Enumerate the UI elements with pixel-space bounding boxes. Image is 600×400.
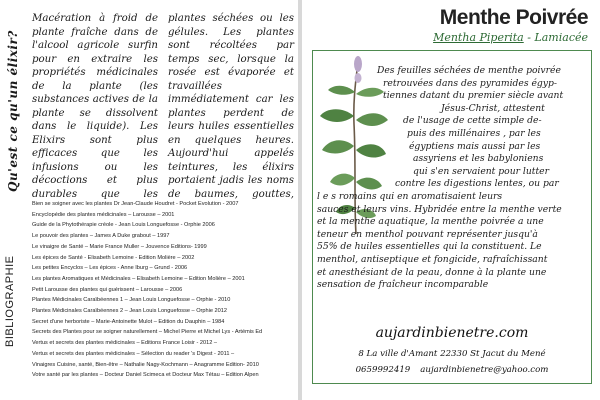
bibliography-item: Les épices de Santé - Elisabeth Lemoine - Edition Molière – 2002 (32, 254, 195, 261)
postal-address: 8 La ville d'Amant 22330 St Jacut du Mené (358, 349, 546, 359)
description-line: teneur en menthol pouvant représenter jusqu'à (317, 228, 538, 240)
description-line: égyptiens mais aussi par les (409, 140, 541, 152)
bibliography-item: Votre santé par les plantes – Docteur Daniel Scimeca et Docteur Max Tétau – Edition Alpen (32, 372, 259, 379)
bibliography-item: Petit Larousse des plantes qui guérissent – Larousse – 2006 (32, 286, 183, 293)
description-line: et la menthe aquatique, la menthe poivrée a une (317, 216, 544, 228)
website-url[interactable]: aujardinbienetre.com (375, 325, 529, 341)
email-address[interactable]: aujardinbienetre@yahoo.com (420, 365, 549, 375)
bibliography-label: BIBLIOGRAPHIE (4, 255, 16, 347)
description-line: contre les digestions lentes, ou par (395, 178, 559, 190)
bibliography-item: Guide de la Phytothérapie créole - Jean Louis Longuefosse - Orphie 2006 (32, 222, 215, 229)
description-line: 55% de huiles essentielles qui la constituent. Le (317, 241, 542, 253)
description-line: sauces et leurs vins. Hybridée entre la menthe verte (317, 203, 562, 215)
description-line: Jésus-Christ, attestent (441, 102, 545, 114)
left-page (0, 0, 298, 400)
right-page (302, 0, 600, 400)
content-frame (312, 50, 592, 384)
description-line: sensation de fraîcheur incomparable (317, 279, 489, 291)
bibliography-item: Plantes Médicinales Caraïbéennes 2 – Jean Louis Longuefosse – Orphie 2012 (32, 308, 227, 315)
botanical-subtitle (302, 31, 588, 44)
bibliography-item: Plantes Médicinales Caraïbéennes 1 – Jean Louis Longuefosse – Orphie - 2010 (32, 297, 231, 304)
bibliography-item: Vinaigres Cuisine, santé, Bien-être – Nathalie Nagy-Kochmann – Anagramme Edition- 2010 (32, 361, 259, 368)
bibliography-item: Bien se soigner avec les plantes Dr Jean-Claude Houdret - Pocket Evolution - 2007 (32, 201, 239, 207)
bibliography-item: Le vinaigre de Santé – Marie France Muller – Jouvence Editions- 1999 (32, 243, 207, 250)
description-line: et anesthésiant de la peau, donne à la plante une (317, 266, 547, 278)
intro-text: Macération à froid de plante fraîche dans de l'alcool agricole surfin pour en extraire les propriétés médicinales de la plante (les substances actives de la plante se dissolvent dans le liquide). Les Elixirs sont plus efficaces que les infusions ou les décoctions et plus durables que les plantes séchées ou les gélules. Les plantes sont récoltées par temps sec, lorsque la rosée est évaporée et travaillées immédiatement car les plantes perdent de leurs huiles essentielles en quelques heures. Aujourd'hui appelés teintures, les élixirs portaient jadis les noms de baumes, gouttes, (32, 13, 294, 200)
contact-line (313, 365, 591, 375)
page-title: Menthe Poivrée (439, 6, 588, 29)
bibliography-item: Secret d'une herboriste – Marie-Antoinette Mulot – Edition du Dauphin – 1984 (32, 318, 225, 325)
bibliography-item: Les plantes Aromatiques et Médicinales – Elisabeth Lemoine – Edition Molière – 2001 (32, 275, 245, 282)
bibliography-item: Les petites Encyclos – Les épices - Anne Iburg – Grund - 2006 (32, 265, 188, 272)
description-line: l e s romains qui en aromatisaient leurs (317, 190, 503, 202)
description-line: assyriens et les babyloniens (413, 153, 544, 165)
phone-number[interactable]: 0659992419 (355, 365, 411, 375)
description-line: Des feuilles séchées de menthe poivrée (377, 65, 561, 76)
bibliography-item: Secrets des Plantes pour se soigner naturellement – Michel Pierre et Michel Lys - Artémis Ed (32, 329, 263, 336)
description-line: qui s'en servaient pour lutter (413, 165, 550, 177)
description-line: puis des millénaires , par les (407, 127, 541, 139)
description-line: de l'usage de cette simple de- (403, 115, 542, 127)
binomial-name: Mentha Piperita (433, 31, 524, 44)
bibliography-item: Vertus et secrets des plantes médicinales – Editions France Loisir - 2012 – (32, 340, 218, 347)
family-name: - Lamiacée (523, 31, 588, 44)
description-line: tiennes datant du premier siècle avant (383, 90, 564, 102)
mint-description (317, 65, 581, 292)
bibliography-list (32, 199, 296, 381)
side-title: Qu'est ce qu'un élixir? (6, 30, 20, 192)
description-line: menthol, antiseptique et fongicide, rafraîchissant (317, 253, 548, 265)
bibliography-item: Vertus et secrets des plantes médicinales – Sélection du reader 's Digest - 2011 – (32, 350, 235, 357)
bibliography-item: Le pouvoir des plantes – James A Duke grabout – 1997 (32, 233, 170, 240)
bibliography-item: Encyclopédie des plantes médicinales – Larousse – 2001 (32, 211, 175, 218)
description-line: retrouvées dans des pyramides égyp- (383, 77, 557, 89)
